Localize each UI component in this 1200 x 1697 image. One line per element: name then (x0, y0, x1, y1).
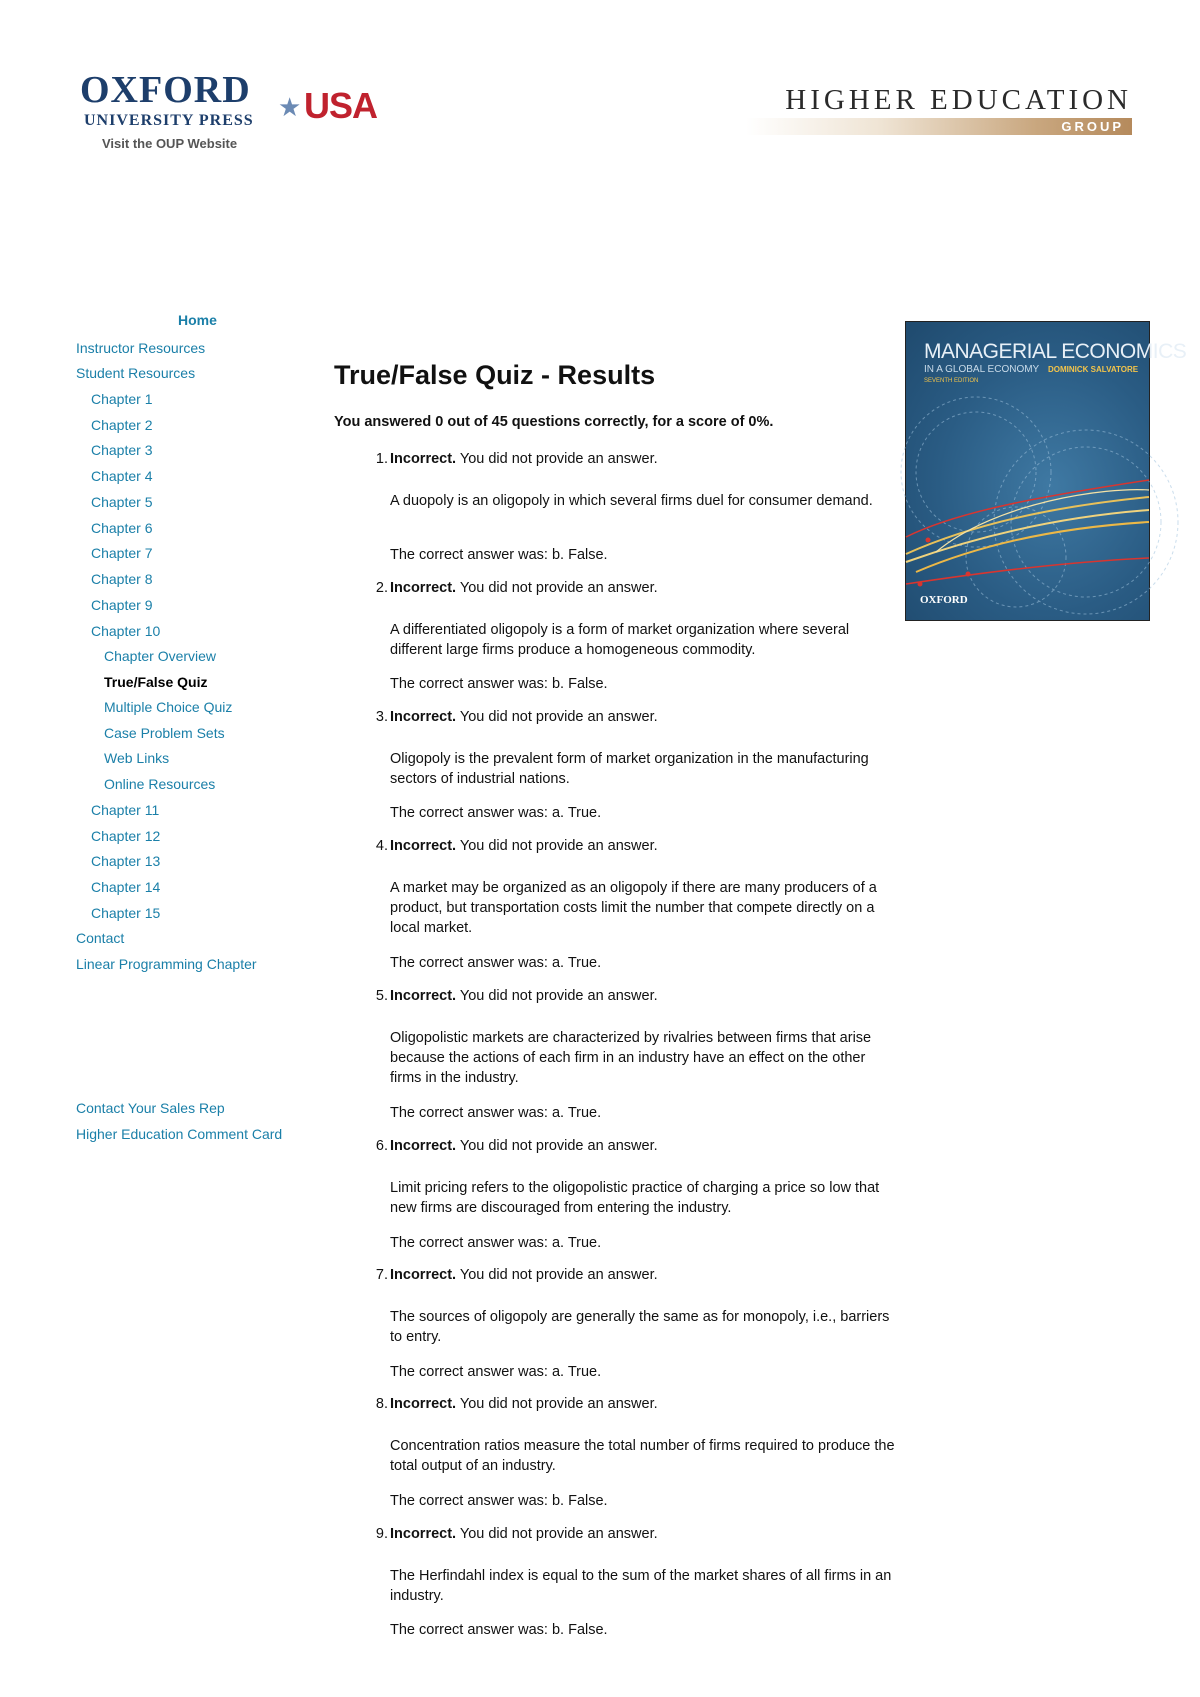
status-text: You did not provide an answer. (456, 988, 658, 1004)
score-summary: You answered 0 out of 45 questions correctly, for a score of 0%. (334, 414, 774, 430)
correct-answer: The correct answer was: a. True. (390, 1364, 602, 1380)
question-number: 9. (375, 1526, 388, 1542)
question-text: A duopoly is an oligopoly in which several firms duel for consumer demand. (390, 493, 873, 509)
nav-chapter-13[interactable]: Chapter 13 (91, 853, 161, 869)
question-text: Limit pricing refers to the oligopolistic practice of charging a price so low that new firms are discouraged from entering the industry. (390, 1180, 880, 1216)
status-label: Incorrect. (390, 580, 457, 596)
question-status (390, 709, 658, 725)
nav-chapter-9[interactable]: Chapter 9 (91, 597, 153, 613)
question-status (390, 580, 658, 596)
question-status (390, 838, 658, 854)
question-number: 8. (375, 1396, 388, 1412)
higher-education-group-logo (746, 84, 1132, 140)
nav-multiple-choice-quiz[interactable]: Multiple Choice Quiz (104, 699, 233, 715)
question-status (390, 1526, 658, 1542)
question-number: 2. (375, 580, 388, 596)
status-text: You did not provide an answer. (456, 580, 658, 596)
correct-answer: The correct answer was: a. True. (390, 1235, 602, 1251)
question-text: Oligopoly is the prevalent form of market organization in the manufacturing sectors of industrial nations. (390, 751, 869, 787)
question-status (390, 451, 658, 467)
star-icon: ★ (278, 92, 302, 122)
oup-logo-press: UNIVERSITY PRESS (84, 112, 254, 129)
oup-logo-oxford: OXFORD (80, 69, 251, 111)
correct-answer: The correct answer was: b. False. (390, 676, 608, 692)
book-cover-image[interactable] (905, 321, 1187, 621)
oup-visit-text: Visit the OUP Website (102, 136, 238, 151)
question-text: A differentiated oligopoly is a form of market organization where several different large firms produce a homogeneous commodity. (390, 622, 850, 658)
status-text: You did not provide an answer. (456, 1138, 658, 1154)
nav-true-false-quiz-current: True/False Quiz (104, 674, 208, 690)
correct-answer: The correct answer was: b. False. (390, 547, 608, 563)
question-text: The sources of oligopoly are generally the same as for monopoly, i.e., barriers to entry. (390, 1309, 890, 1345)
status-label: Incorrect. (390, 1396, 457, 1412)
nav-chapter-11[interactable]: Chapter 11 (91, 802, 160, 818)
question-number: 7. (375, 1267, 388, 1283)
nav-linear-programming-chapter[interactable]: Linear Programming Chapter (76, 956, 257, 972)
nav-case-problem-sets[interactable]: Case Problem Sets (104, 725, 225, 741)
nav-student-resources[interactable]: Student Resources (76, 365, 196, 381)
question-text: The Herfindahl index is equal to the sum of the market shares of all firms in an industry. (390, 1568, 892, 1604)
question-number: 3. (375, 709, 388, 725)
cover-publisher: OXFORD (920, 594, 968, 606)
status-text: You did not provide an answer. (456, 1267, 658, 1283)
nav-chapter-4[interactable]: Chapter 4 (91, 468, 153, 484)
nav-contact-sales-rep[interactable]: Contact Your Sales Rep (76, 1100, 225, 1116)
nav-comment-card[interactable]: Higher Education Comment Card (76, 1126, 283, 1142)
nav-chapter-overview[interactable]: Chapter Overview (104, 648, 217, 664)
heg-title: HIGHER EDUCATION (785, 84, 1132, 116)
cover-subtitle: IN A GLOBAL ECONOMY (924, 364, 1040, 375)
nav-chapter-3[interactable]: Chapter 3 (91, 442, 153, 458)
nav-chapter-5[interactable]: Chapter 5 (91, 494, 153, 510)
page-title: True/False Quiz - Results (334, 360, 656, 390)
status-label: Incorrect. (390, 1138, 457, 1154)
question-number: 1. (375, 451, 388, 467)
question-status (390, 1396, 658, 1412)
status-text: You did not provide an answer. (456, 1396, 658, 1412)
status-text: You did not provide an answer. (456, 709, 658, 725)
status-text: You did not provide an answer. (456, 1526, 658, 1542)
nav-chapter-8[interactable]: Chapter 8 (91, 571, 153, 587)
question-text: Concentration ratios measure the total number of firms required to produce the total output of an industry. (390, 1438, 895, 1474)
status-label: Incorrect. (390, 709, 457, 725)
status-text: You did not provide an answer. (456, 838, 658, 854)
nav-chapter-1[interactable]: Chapter 1 (91, 391, 153, 407)
question-status (390, 1267, 658, 1283)
correct-answer: The correct answer was: a. True. (390, 1105, 602, 1121)
heg-group: GROUP (1061, 119, 1124, 134)
status-label: Incorrect. (390, 988, 457, 1004)
cover-author: DOMINICK SALVATORE (1048, 365, 1139, 374)
status-label: Incorrect. (390, 838, 457, 854)
nav-chapter-10[interactable]: Chapter 10 (91, 623, 161, 639)
correct-answer: The correct answer was: b. False. (390, 1622, 608, 1638)
question-number: 4. (375, 838, 388, 854)
question-text: A market may be organized as an oligopoly if there are many producers of a product, but transportation costs limit the number that compete directly on a local market. (390, 880, 877, 936)
question-text: Oligopolistic markets are characterized by rivalries between firms that arise because the actions of each firm in an industry have an effect on the other firms in the industry. (390, 1030, 872, 1086)
nav-instructor-resources[interactable]: Instructor Resources (76, 340, 206, 356)
cover-edition: SEVENTH EDITION (924, 378, 979, 384)
nav-web-links[interactable]: Web Links (104, 750, 170, 766)
question-status (390, 988, 658, 1004)
question-status (390, 1138, 658, 1154)
nav-chapter-15[interactable]: Chapter 15 (91, 905, 161, 921)
cover-title: MANAGERIAL ECONOMICS (924, 340, 1187, 363)
nav-chapter-12[interactable]: Chapter 12 (91, 828, 161, 844)
status-label: Incorrect. (390, 1267, 457, 1283)
correct-answer: The correct answer was: a. True. (390, 805, 602, 821)
question-number: 6. (375, 1138, 388, 1154)
nav-contact[interactable]: Contact (76, 930, 125, 946)
status-label: Incorrect. (390, 1526, 457, 1542)
nav-chapter-7[interactable]: Chapter 7 (91, 545, 153, 561)
nav-chapter-2[interactable]: Chapter 2 (91, 417, 153, 433)
correct-answer: The correct answer was: a. True. (390, 955, 602, 971)
oup-logo-usa: USA (304, 85, 378, 126)
correct-answer: The correct answer was: b. False. (390, 1493, 608, 1509)
nav-home[interactable]: Home (178, 312, 217, 328)
status-label: Incorrect. (390, 451, 457, 467)
oup-logo-link[interactable] (78, 70, 378, 160)
nav-chapter-14[interactable]: Chapter 14 (91, 879, 161, 895)
nav-chapter-6[interactable]: Chapter 6 (91, 520, 153, 536)
question-number: 5. (375, 988, 388, 1004)
nav-online-resources[interactable]: Online Resources (104, 776, 216, 792)
status-text: You did not provide an answer. (456, 451, 658, 467)
